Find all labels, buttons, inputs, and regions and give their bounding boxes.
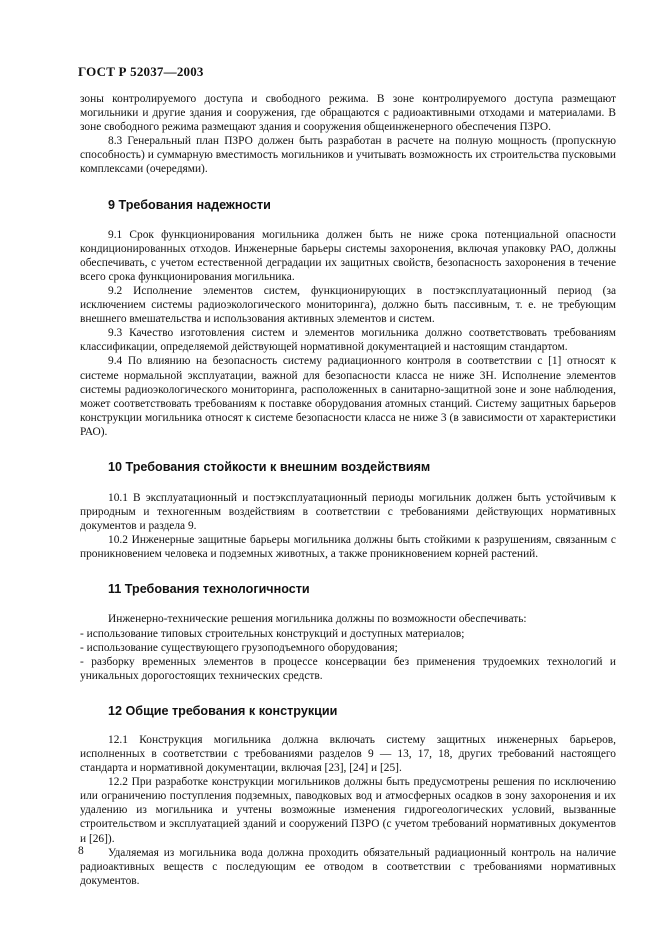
requirements-list (80, 627, 616, 683)
section-heading-10: 10 Требования стойкости к внешним воздействиям (108, 459, 431, 474)
paragraph-12-1: 12.1 Конструкция могильника должна включать систему защитных инженерных барьеров, исполненных в соответствии с требованиями разделов 9 — 13, 17, 18, других требований настоящего стандарта и нормативной документации, включая [23], [24] и [25]. (80, 733, 616, 775)
paragraph-9-4: 9.4 По влиянию на безопасность систему радиационного контроля в соответствии с [1] относят к системе нормальной эксплуатации, важной для безопасности класса не ниже 3Н. Исполнение элементов системы радиоэкологического мониторинга, расположенных в санитарно-защитной зоне и зоне наблюдения, может соответствовать требованиям к поставке оборудования атомных станций. Систему защитных барьеров конструкции могильника относят к системе безопасности класса не ниже 3 (в зависимости от характеристики РАО). (80, 355, 616, 438)
paragraph-continuation: зоны контролируемого доступа и свободного режима. В зоне контролируемого доступа размещают могильники и другие здания и сооружения, где обращаются с радиоактивными отходами и материалами. В зоне свободного режима размещают здания и сооружения общеинженерного обеспечения ПЗРО. (80, 93, 616, 134)
document-body (80, 92, 616, 888)
paragraph-10-2: 10.2 Инженерные защитные барьеры могильника должны быть стойкими к разрушениям, связанным с проникновением человека и подземных животных, а также проникновением корней растений. (80, 534, 616, 561)
paragraph-12-2-water: Удаляемая из могильника вода должна проходить обязательный радиационный контроль на наличие радиоактивных веществ с последующим ее отводом в соответствии с требованиями нормативных документов. (80, 846, 616, 887)
paragraph-11-lead: Инженерно-технические решения могильника должны по возможности обеспечивать: (108, 613, 527, 626)
document-header: ГОСТ Р 52037—2003 (78, 64, 204, 79)
list-item: - использование существующего грузоподъемного оборудования; (80, 641, 398, 654)
paragraph-9-3: 9.3 Качество изготовления систем и элементов могильника должно соответствовать требованиям классификации, определяемой действующей нормативной документацией и настоящим стандартом. (80, 327, 616, 354)
paragraph-12-2: 12.2 При разработке конструкции могильников должны быть предусмотрены решения по исключению или ограничению поступления подземных, паводковых вод и атмосферных осадков в зону захоронения и их удалению из могильника и учтены возможные изменения гидрогеологических условий, вызванные строительством и эксплуатацией зданий и сооружений ПЗРО (с учетом требований нормативных документов и [26]). (80, 776, 616, 845)
list-item: - использование типовых строительных конструкций и доступных материалов; (80, 627, 465, 640)
section-heading-11: 11 Требования технологичности (108, 582, 310, 597)
list-item: - разборку временных элементов в процессе консервации без применения трудоемких технологий и уникальных дорогостоящих технических средств. (80, 655, 616, 682)
paragraph-9-2: 9.2 Исполнение элементов систем, функционирующих в постэксплуатационный период (за исключением системы радиоэкологического мониторинга), должно быть пассивным, т. е. не требующим внешнего вмешательства и использования активных элементов и систем. (80, 284, 616, 326)
paragraph-8-3: 8.3 Генеральный план ПЗРО должен быть разработан в расчете на полную мощность (пропускную способность) и суммарную вместимость могильников и учитывать возможность их строительства пусковыми комплексами (очередями). (80, 135, 616, 176)
paragraph-9-1: 9.1 Срок функционирования могильника должен быть не ниже срока потенциальной опасности кондиционированных отходов. Инженерные барьеры системы захоронения, включая упаковку РАО, должны обеспечивать, с учетом естественной деградации их защитных свойств, безопасность захоронения в течение всего срока функционирования могильника. (80, 228, 616, 283)
paragraph-10-1: 10.1 В эксплуатационный и постэксплуатационный периоды могильник должен быть устойчивым к природным и техногенным воздействиям в соответствии с требованиями действующих нормативных документов и раздела 9. (80, 491, 616, 533)
section-heading-12: 12 Общие требования к конструкции (108, 703, 338, 718)
section-heading-9: 9 Требования надежности (108, 197, 271, 212)
page-number: 8 (78, 845, 84, 857)
